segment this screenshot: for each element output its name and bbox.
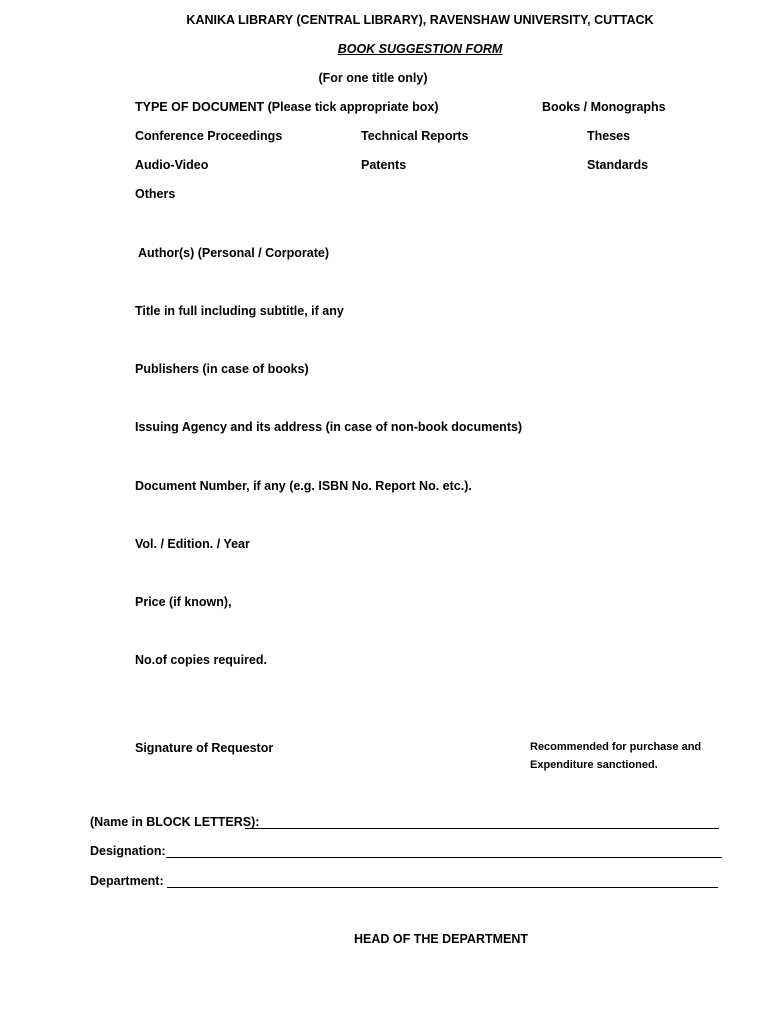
field-copies: No.of copies required. xyxy=(135,653,267,667)
option-theses[interactable]: Theses xyxy=(587,129,631,143)
option-conference-proceedings[interactable]: Conference Proceedings xyxy=(135,129,283,143)
form-title: BOOK SUGGESTION FORM xyxy=(337,42,503,56)
option-technical-reports[interactable]: Technical Reports xyxy=(361,129,469,143)
department-blank-line[interactable] xyxy=(167,887,718,888)
option-audio-video[interactable]: Audio-Video xyxy=(135,158,209,172)
field-document-number: Document Number, if any (e.g. ISBN No. Report No. etc.). xyxy=(135,479,472,493)
document-type-heading: TYPE OF DOCUMENT (Please tick appropriate box) xyxy=(135,100,439,114)
institution-title: KANIKA LIBRARY (CENTRAL LIBRARY), RAVENSHAW UNIVERSITY, CUTTACK xyxy=(186,13,654,27)
department-label: Department: xyxy=(90,874,164,888)
field-vol-edition-year: Vol. / Edition. / Year xyxy=(135,537,250,551)
option-books-monographs[interactable]: Books / Monographs xyxy=(542,100,666,114)
designation-label: Designation: xyxy=(90,844,166,858)
field-price: Price (if known), xyxy=(135,595,232,609)
option-standards[interactable]: Standards xyxy=(587,158,649,172)
recommendation-line-2: Expenditure sanctioned. xyxy=(530,759,658,771)
head-of-department: HEAD OF THE DEPARTMENT xyxy=(353,932,529,946)
option-patents[interactable]: Patents xyxy=(361,158,407,172)
field-authors: Author(s) (Personal / Corporate) xyxy=(138,246,329,260)
option-others[interactable]: Others xyxy=(135,187,176,201)
form-note: (For one title only) xyxy=(318,71,428,85)
designation-blank-line[interactable] xyxy=(166,857,722,858)
field-publishers: Publishers (in case of books) xyxy=(135,362,309,376)
signature-of-requestor: Signature of Requestor xyxy=(135,741,274,755)
name-blank-line[interactable] xyxy=(245,828,719,829)
field-issuing-agency: Issuing Agency and its address (in case of non-book documents) xyxy=(135,420,523,434)
field-title: Title in full including subtitle, if any xyxy=(135,304,344,318)
name-label: (Name in BLOCK LETTERS): xyxy=(90,815,260,829)
recommendation-line-1: Recommended for purchase and xyxy=(530,741,702,753)
